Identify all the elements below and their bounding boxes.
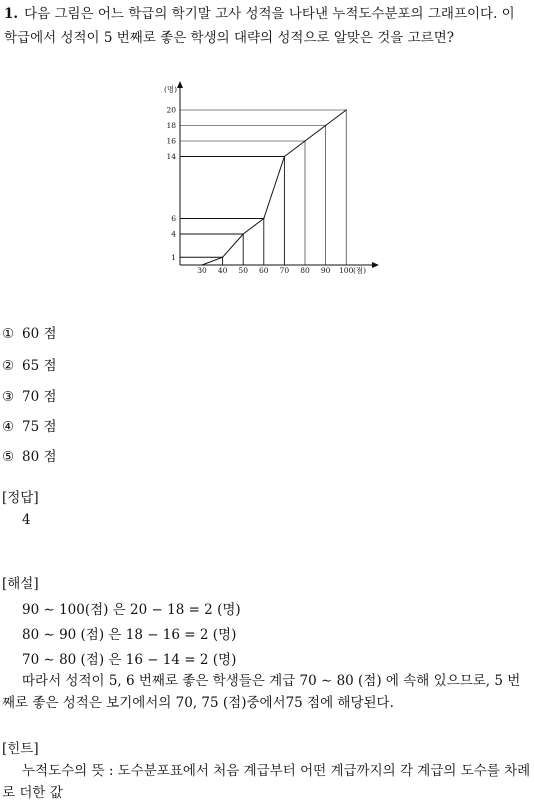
- explanation-line-3: 70 ∼ 80 (점) 은 16 − 14 = 2 (명): [22, 652, 237, 668]
- data-point: [222, 257, 223, 258]
- x-tick-label: 30: [197, 266, 207, 275]
- x-tick-label: 90: [320, 266, 331, 275]
- choice-mark: ⑤: [2, 449, 15, 465]
- hint-title: [힌트]: [2, 741, 39, 757]
- choice-text: 70 점: [22, 389, 57, 405]
- y-tick-label: 14: [166, 152, 176, 161]
- y-tick-label: 20: [166, 105, 176, 115]
- explanation-line-1: 90 ∼ 100(점) 은 20 − 18 = 2 (명): [22, 602, 241, 618]
- x-tick-label: 50: [238, 266, 248, 275]
- choice-text: 80 점: [22, 449, 57, 465]
- data-point: [284, 156, 285, 157]
- data-point: [346, 109, 347, 110]
- question-text: 다음 그림은 어느 학급의 학기말 고사 성적을 나타낸 누적도수분포의 그래프이다. 이 학급에서 성적이 5 번째로 좋은 학생의 대략의 성적으로 알맞은 것을 고르면?: [4, 6, 515, 46]
- cumulative-frequency-line: [202, 110, 346, 265]
- y-tick-label: 1: [171, 252, 176, 262]
- choice-4[interactable]: [2, 415, 57, 435]
- choice-text: 75 점: [22, 419, 57, 435]
- data-point: [325, 125, 326, 126]
- x-axis-label: (점): [353, 266, 367, 275]
- cumulative-frequency-chart: [150, 78, 390, 278]
- y-tick-label: 4: [171, 229, 176, 239]
- choice-mark: ①: [2, 326, 15, 342]
- question: [4, 2, 532, 50]
- data-point: [304, 140, 305, 141]
- chart-svg: [150, 78, 390, 278]
- y-tick-label: 6: [171, 214, 176, 223]
- choice-1[interactable]: [2, 322, 57, 342]
- x-tick-label: 60: [259, 266, 269, 275]
- x-tick-label: 80: [300, 266, 310, 275]
- data-point: [243, 233, 244, 234]
- y-axis-label: (명): [164, 85, 178, 94]
- hint-text: 누적도수의 뜻 : 도수분포표에서 처음 계급부터 어떤 계급까지의 각 계급의 도수를 차례로 더한 값: [2, 763, 531, 801]
- y-tick-label: 16: [166, 136, 176, 146]
- choice-mark: ④: [2, 419, 15, 435]
- data-point: [263, 218, 264, 219]
- x-axis-arrow: [372, 262, 379, 268]
- explanation-title: [해설]: [2, 576, 39, 592]
- x-tick-label: 100: [339, 266, 354, 275]
- y-axis-arrow: [177, 81, 183, 88]
- explanation-paragraph: 따라서 성적이 5, 6 번째로 좋은 학생들은 계급 70 ∼ 80 (점) 에 속해 있으므로, 5 번째로 좋은 성적은 보기에서의 70, 75 (점)중에서75 점에 해당된다.: [2, 673, 521, 711]
- answer-value: 4: [22, 512, 31, 528]
- choice-mark: ③: [2, 389, 15, 405]
- x-tick-label: 70: [279, 266, 290, 275]
- choice-text: 60 점: [22, 326, 57, 342]
- question-number: 1.: [4, 6, 19, 22]
- explanation-line-2: 80 ∼ 90 (점) 은 18 − 16 = 2 (명): [22, 627, 237, 643]
- choice-mark: ②: [2, 358, 15, 374]
- x-tick-label: 40: [217, 266, 228, 275]
- choice-3[interactable]: [2, 385, 57, 405]
- choice-2[interactable]: [2, 354, 57, 374]
- answer-title: [정답]: [2, 490, 39, 506]
- choice-5[interactable]: [2, 445, 57, 465]
- choice-text: 65 점: [22, 358, 57, 374]
- y-tick-label: 18: [166, 121, 176, 130]
